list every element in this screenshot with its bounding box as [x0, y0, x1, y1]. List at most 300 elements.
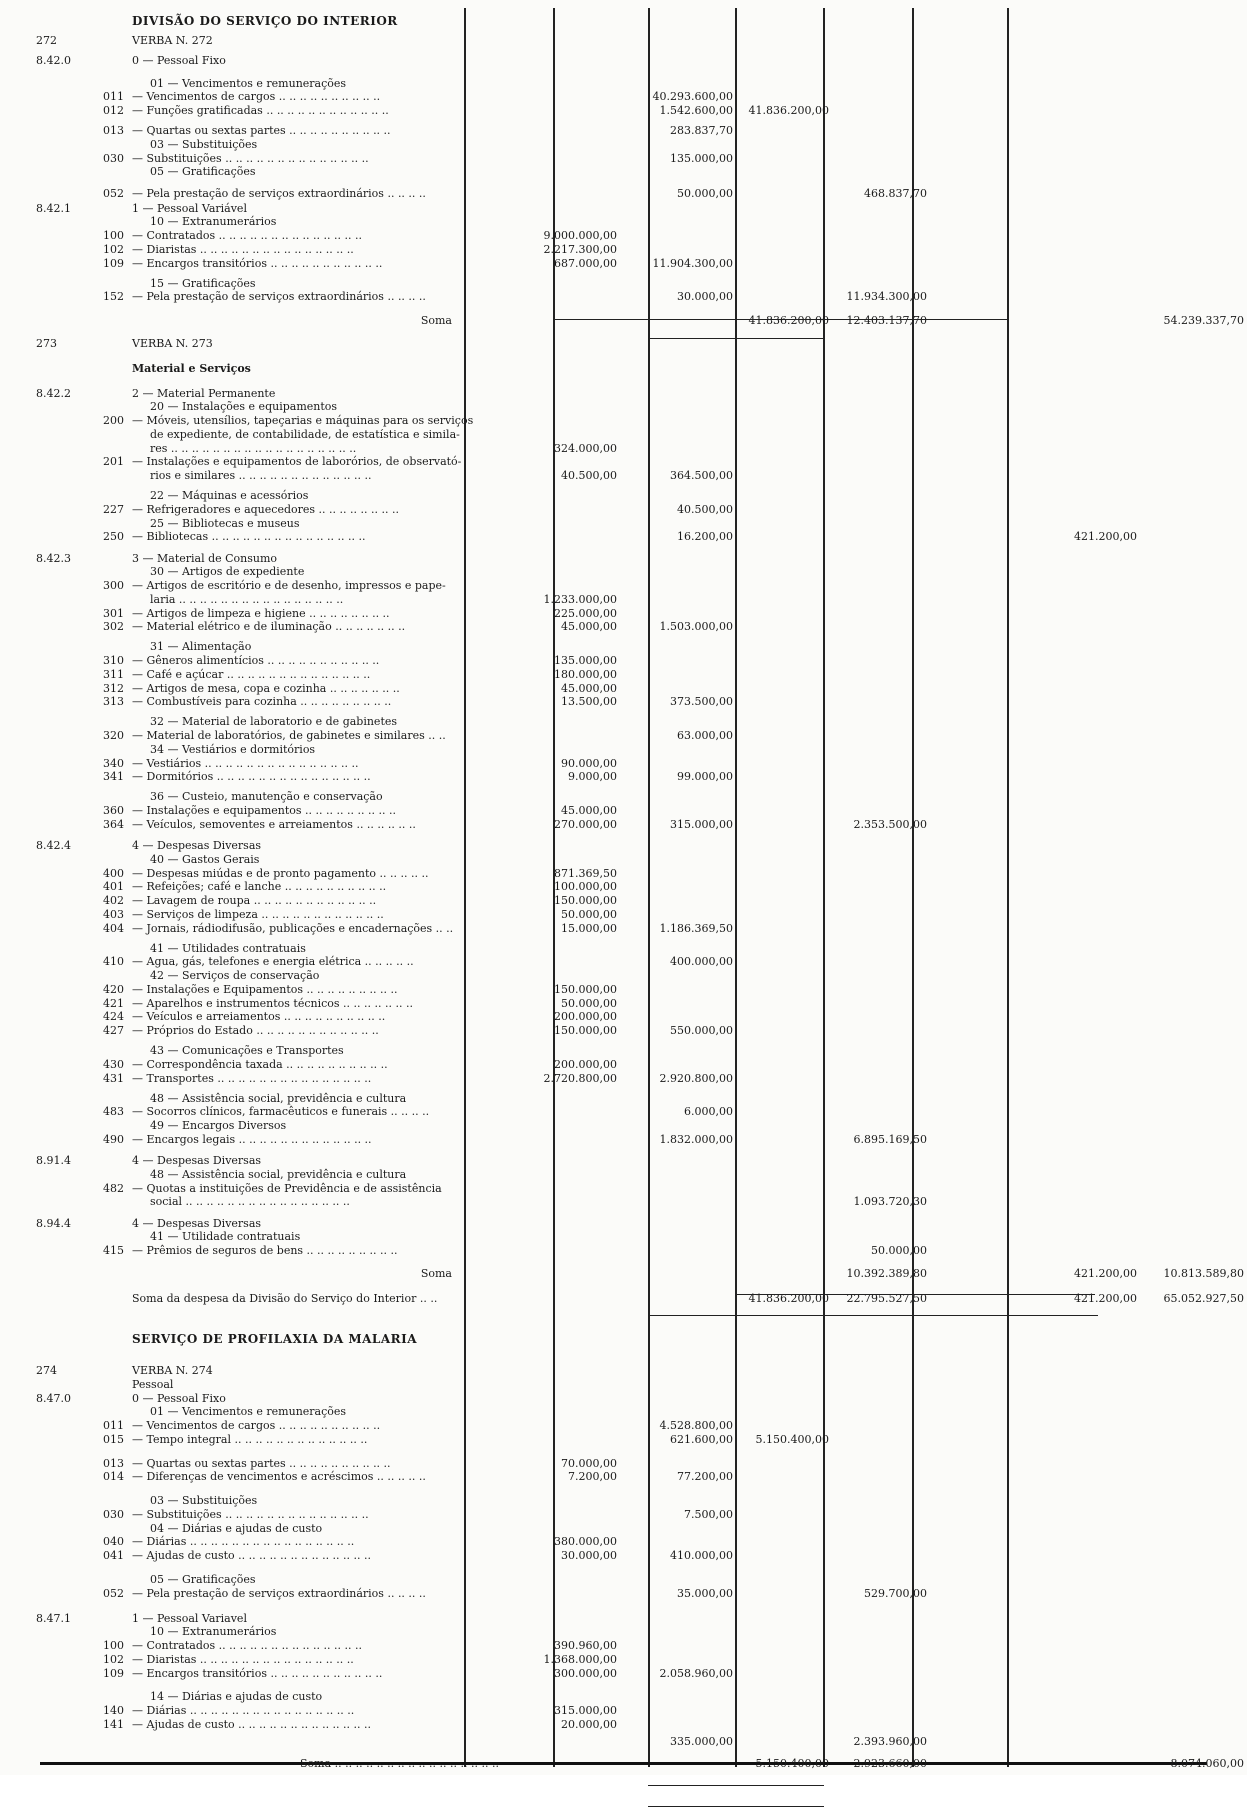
item-description: — Pela prestação de serviços extraordinários .. .. .. ..	[132, 290, 426, 303]
amount-col-3: 5.150.400,00	[755, 1757, 829, 1770]
item-description: — Veículos, semoventes e arreiamentos .. .. .. .. .. ..	[132, 818, 416, 831]
item-description: 01 — Vencimentos e remunerações	[150, 77, 347, 90]
amount-col-2: 283.837,70	[670, 124, 733, 137]
ledger-row	[0, 456, 1247, 468]
amount-col-2: 2.920.800,00	[659, 1072, 733, 1085]
item-description: Material e Serviços	[132, 362, 251, 375]
amount-col-1: 324.000,00	[554, 442, 617, 455]
amount-col-2: 315.000,00	[670, 818, 733, 831]
amount-col-1: 13.500,00	[561, 695, 617, 708]
ledger-row	[0, 771, 1247, 783]
item-description: — Pela prestação de serviços extraordinários .. .. .. ..	[132, 187, 426, 200]
amount-col-1: 200.000,00	[554, 1058, 617, 1071]
ledger-row	[0, 1025, 1247, 1037]
ledger-row	[0, 1691, 1247, 1703]
ledger-row	[0, 1155, 1247, 1167]
ledger-row	[0, 278, 1247, 290]
item-description: social .. .. .. .. .. .. .. .. .. .. .. .. .. .. .. ..	[150, 1195, 350, 1208]
item-code: 011	[103, 90, 124, 103]
item-description: — Pela prestação de serviços extraordinários .. .. .. ..	[132, 1587, 426, 1600]
item-description: VERBA N. 272	[132, 34, 213, 47]
budget-code: 272	[36, 34, 57, 47]
amount-col-3: 41.836.200,00	[748, 314, 829, 327]
amount-col-1: 20.000,00	[561, 1718, 617, 1731]
item-description: — Substituições .. .. .. .. .. .. .. .. .. .. .. .. .. ..	[132, 152, 369, 165]
amount-col-1: 150.000,00	[554, 1024, 617, 1037]
item-description: 15 — Gratificações	[150, 277, 256, 290]
item-description: 0 — Pessoal Fixo	[132, 54, 226, 67]
amount-col-2: 63.000,00	[677, 729, 733, 742]
amount-col-2: 1.186.369,50	[659, 922, 733, 935]
item-description: 30 — Artigos de expediente	[150, 565, 305, 578]
item-description: 43 — Comunicações e Transportes	[150, 1044, 344, 1057]
budget-code: 8.47.1	[36, 1612, 71, 1625]
item-code: 302	[103, 620, 124, 633]
amount-col-1: 100.000,00	[554, 880, 617, 893]
item-description: — Despesas miúdas e de pronto pagamento .. .. .. .. ..	[132, 867, 429, 880]
item-description: 34 — Vestiários e dormitórios	[150, 743, 316, 756]
ledger-row	[0, 669, 1247, 681]
item-description: 10 — Extranumerários	[150, 1625, 277, 1638]
item-code: 152	[103, 290, 124, 303]
budget-code: 8.47.0	[36, 1392, 71, 1405]
amount-col-4: 10.392.389,80	[846, 1267, 927, 1280]
ledger-row	[0, 216, 1247, 228]
item-description: — Café e açúcar .. .. .. .. .. .. .. .. .. .. .. .. .. ..	[132, 668, 371, 681]
budget-code: 8.42.0	[36, 54, 71, 67]
amount-col-4: 529.700,00	[864, 1587, 927, 1600]
item-description: — Veículos e arreiamentos .. .. .. .. .. .. .. .. .. ..	[132, 1010, 386, 1023]
item-code: 360	[103, 804, 124, 817]
item-description: 03 — Substituições	[150, 138, 258, 151]
amount-col-2: 335.000,00	[670, 1735, 733, 1748]
ledger-row	[0, 1045, 1247, 1057]
ledger-row	[0, 1268, 1247, 1280]
item-description: 48 — Assistência social, previdência e cultura	[150, 1092, 407, 1105]
item-description: — Contratados .. .. .. .. .. .. .. .. .. .. .. .. .. ..	[132, 1639, 363, 1652]
ledger-row	[0, 1613, 1247, 1625]
item-description: — Bibliotecas .. .. .. .. .. .. .. .. .. .. .. .. .. .. ..	[132, 530, 366, 543]
amount-col-1: 390.960,00	[554, 1639, 617, 1652]
item-description: — Encargos transitórios .. .. .. .. .. .. .. .. .. .. ..	[132, 1667, 383, 1680]
item-description: — Jornais, rádiodifusão, publicações e encadernações .. ..	[132, 922, 454, 935]
item-description: 49 — Encargos Diversos	[150, 1119, 287, 1132]
amount-col-1: 300.000,00	[554, 1667, 617, 1680]
section-heading: DIVISÃO DO SERVIÇO DO INTERIOR	[132, 14, 398, 28]
ledger-row	[0, 125, 1247, 137]
item-code: 402	[103, 894, 124, 907]
item-code: 013	[103, 1457, 124, 1470]
amount-col-2: 400.000,00	[670, 955, 733, 968]
amount-col-1: 1.368.000,00	[543, 1653, 617, 1666]
ledger-row	[0, 758, 1247, 770]
ledger-row	[0, 1420, 1247, 1432]
amount-col-2: 40.293.600,00	[652, 90, 733, 103]
item-description: 4 — Despesas Diversas	[132, 839, 262, 852]
budget-code: 8.91.4	[36, 1154, 71, 1167]
ledger-row	[0, 470, 1247, 482]
item-code: 109	[103, 257, 124, 270]
ledger-row	[0, 1574, 1247, 1586]
item-description: — Artigos de escritório e de desenho, impressos e pape-	[132, 579, 446, 592]
ledger-row	[0, 621, 1247, 633]
item-code: 030	[103, 1508, 124, 1521]
total-rule	[553, 319, 1008, 320]
total-rule	[648, 1785, 824, 1786]
amount-col-2: 35.000,00	[677, 1587, 733, 1600]
ledger-row	[0, 1379, 1247, 1391]
item-description: — Combustíveis para cozinha .. .. .. .. .. .. .. .. ..	[132, 695, 392, 708]
item-code: 052	[103, 1587, 124, 1600]
item-code: 141	[103, 1718, 124, 1731]
item-description: 0 — Pessoal Fixo	[132, 1392, 226, 1405]
amount-col-1: 7.200,00	[568, 1470, 617, 1483]
item-description: — Diárias .. .. .. .. .. .. .. .. .. .. .. .. .. .. .. ..	[132, 1535, 355, 1548]
ledger-row	[0, 730, 1247, 742]
item-code: 300	[103, 579, 124, 592]
item-description: 01 — Vencimentos e remunerações	[150, 1405, 347, 1418]
item-code: 100	[103, 229, 124, 242]
ledger-row	[0, 854, 1247, 866]
item-description: Soma da despesa da Divisão do Serviço do Interior .. ..	[132, 1292, 438, 1305]
amount-col-4: 2.393.960,00	[853, 1735, 927, 1748]
item-code: 041	[103, 1549, 124, 1562]
item-code: 404	[103, 922, 124, 935]
ledger-row	[0, 895, 1247, 907]
item-code: 415	[103, 1244, 124, 1257]
amount-col-1: 1.233.000,00	[543, 593, 617, 606]
amount-col-1: 150.000,00	[554, 983, 617, 996]
item-code: 320	[103, 729, 124, 742]
item-code: 250	[103, 530, 124, 543]
amount-col-2: 373.500,00	[670, 695, 733, 708]
amount-col-5: 421.200,00	[1074, 530, 1137, 543]
item-description: Pessoal	[132, 1378, 174, 1391]
item-description: 4 — Despesas Diversas	[132, 1154, 262, 1167]
item-description: 1 — Pessoal Variável	[132, 202, 247, 215]
ledger-row	[0, 840, 1247, 852]
ledger-row	[0, 1393, 1247, 1405]
item-description: — Contratados .. .. .. .. .. .. .. .. .. .. .. .. .. ..	[132, 229, 363, 242]
item-code: 200	[103, 414, 124, 427]
ledger-row	[0, 580, 1247, 592]
amount-col-1: 50.000,00	[561, 997, 617, 1010]
item-description: rios e similares .. .. .. .. .. .. .. .. .. .. .. .. ..	[150, 469, 372, 482]
ledger-row	[0, 1640, 1247, 1652]
item-description: — Encargos legais .. .. .. .. .. .. .. .. .. .. .. .. ..	[132, 1133, 372, 1146]
amount-col-1: 9.000.000,00	[543, 229, 617, 242]
amount-col-2: 1.542.600,00	[659, 104, 733, 117]
ledger-row	[0, 1333, 1247, 1345]
ledger-row	[0, 1011, 1247, 1023]
item-description: — Artigos de limpeza e higiene .. .. .. .. .. .. .. ..	[132, 607, 390, 620]
ledger-row	[0, 943, 1247, 955]
item-code: 102	[103, 1653, 124, 1666]
amount-col-1: 45.000,00	[561, 620, 617, 633]
ledger-row	[0, 868, 1247, 880]
amount-col-6: 54.239.337,70	[1163, 314, 1244, 327]
ledger-row	[0, 291, 1247, 303]
ledger-row	[0, 153, 1247, 165]
ledger-row	[0, 881, 1247, 893]
amount-col-6: 8.074.060,00	[1170, 1757, 1244, 1770]
amount-col-3: 41.836.200,00	[748, 1292, 829, 1305]
amount-col-2: 1.832.000,00	[659, 1133, 733, 1146]
ledger-row	[0, 105, 1247, 117]
amount-col-1: 90.000,00	[561, 757, 617, 770]
ledger-row	[0, 1668, 1247, 1680]
amount-col-4: 468.837,70	[864, 187, 927, 200]
item-description: — Vencimentos de cargos .. .. .. .. .. .. .. .. .. ..	[132, 1419, 381, 1432]
item-description: — Próprios do Estado .. .. .. .. .. .. .. .. .. .. .. ..	[132, 1024, 379, 1037]
ledger-row	[0, 716, 1247, 728]
item-description: — Refeições; café e lanche .. .. .. .. .. .. .. .. .. ..	[132, 880, 387, 893]
amount-col-4: 50.000,00	[871, 1244, 927, 1257]
budget-code: 273	[36, 337, 57, 350]
item-description: — Material de laboratórios, de gabinetes e similares .. ..	[132, 729, 446, 742]
item-description: — Vestiários .. .. .. .. .. .. .. .. .. .. .. .. .. .. ..	[132, 757, 359, 770]
item-description: — Lavagem de roupa .. .. .. .. .. .. .. .. .. .. .. ..	[132, 894, 377, 907]
ledger-row	[0, 415, 1247, 427]
item-description: 05 — Gratificações	[150, 165, 256, 178]
ledger-row	[0, 1245, 1247, 1257]
ledger-row	[0, 1434, 1247, 1446]
item-code: 340	[103, 757, 124, 770]
ledger-row	[0, 443, 1247, 455]
amount-col-1: 50.000,00	[561, 908, 617, 921]
item-code: 401	[103, 880, 124, 893]
amount-col-2: 135.000,00	[670, 152, 733, 165]
item-description: 40 — Gastos Gerais	[150, 853, 260, 866]
amount-col-2: 30.000,00	[677, 290, 733, 303]
ledger-row	[0, 1536, 1247, 1548]
amount-col-1: 70.000,00	[561, 1457, 617, 1470]
amount-col-5: 421.200,00	[1074, 1292, 1137, 1305]
ledger-row	[0, 1588, 1247, 1600]
item-code: 140	[103, 1704, 124, 1717]
ledger-row	[0, 244, 1247, 256]
item-description: 20 — Instalações e equipamentos	[150, 400, 338, 413]
ledger-row	[0, 805, 1247, 817]
ledger-row	[0, 1059, 1247, 1071]
ledger-row	[0, 1550, 1247, 1562]
amount-col-1: 2.720.800,00	[543, 1072, 617, 1085]
amount-col-1: 380.000,00	[554, 1535, 617, 1548]
ledger-row	[0, 594, 1247, 606]
ledger-row	[0, 504, 1247, 516]
ledger-row	[0, 956, 1247, 968]
amount-col-1: 270.000,00	[554, 818, 617, 831]
item-code: 400	[103, 867, 124, 880]
item-description: — Quotas a instituições de Previdência e de assistência	[132, 1182, 442, 1195]
item-description: 41 — Utilidades contratuais	[150, 942, 306, 955]
amount-col-2: 77.200,00	[677, 1470, 733, 1483]
item-description: — Móveis, utensílios, tapeçarias e máquinas para os serviços	[132, 414, 474, 427]
item-description: 14 — Diárias e ajudas de custo	[150, 1690, 323, 1703]
ledger-row	[0, 15, 1247, 27]
item-description: 4 — Despesas Diversas	[132, 1217, 262, 1230]
ledger-row	[0, 744, 1247, 756]
amount-col-2: 410.000,00	[670, 1549, 733, 1562]
amount-col-2: 364.500,00	[670, 469, 733, 482]
item-description: 25 — Bibliotecas e museus	[150, 517, 300, 530]
ledger-row	[0, 608, 1247, 620]
amount-col-4: 22.795.527,50	[846, 1292, 927, 1305]
amount-col-1: 40.500,00	[561, 469, 617, 482]
ledger-row	[0, 1458, 1247, 1470]
ledger-row	[0, 315, 1247, 327]
ledger-row	[0, 909, 1247, 921]
item-code: 312	[103, 682, 124, 695]
item-code: 482	[103, 1182, 124, 1195]
ledger-row	[0, 35, 1247, 47]
amount-col-2: 11.904.300,00	[652, 257, 733, 270]
item-code: 364	[103, 818, 124, 831]
item-description: 05 — Gratificações	[150, 1573, 256, 1586]
ledger-row	[0, 518, 1247, 530]
item-description: VERBA N. 274	[132, 1364, 213, 1377]
ledger-row	[0, 1073, 1247, 1085]
item-description: — Substituições .. .. .. .. .. .. .. .. .. .. .. .. .. ..	[132, 1508, 369, 1521]
amount-col-2: 50.000,00	[677, 187, 733, 200]
item-description: — Instalações e Equipamentos .. .. .. .. .. .. .. .. ..	[132, 983, 398, 996]
item-description: VERBA N. 273	[132, 337, 213, 350]
amount-col-1: 30.000,00	[561, 1549, 617, 1562]
item-code: 341	[103, 770, 124, 783]
budget-code: 8.94.4	[36, 1217, 71, 1230]
ledger-row	[0, 91, 1247, 103]
item-code: 052	[103, 187, 124, 200]
ledger-row	[0, 1120, 1247, 1132]
item-code: 420	[103, 983, 124, 996]
budget-code: 8.42.1	[36, 202, 71, 215]
item-description: de expediente, de contabilidade, de estatística e simila-	[150, 428, 460, 441]
item-code: 431	[103, 1072, 124, 1085]
item-description: 2 — Material Permanente	[132, 387, 276, 400]
item-code: 483	[103, 1105, 124, 1118]
ledger-row	[0, 429, 1247, 441]
item-description: — Tempo integral .. .. .. .. .. .. .. .. .. .. .. .. ..	[132, 1433, 368, 1446]
ledger-row	[0, 1523, 1247, 1535]
item-description: 1 — Pessoal Variavel	[132, 1612, 247, 1625]
ledger-row	[0, 683, 1247, 695]
item-code: 403	[103, 908, 124, 921]
amount-col-1: 315.000,00	[554, 1704, 617, 1717]
ledger-row	[0, 258, 1247, 270]
item-description: — Diaristas .. .. .. .. .. .. .. .. .. .. .. .. .. .. ..	[132, 243, 354, 256]
ledger-row	[0, 1231, 1247, 1243]
ledger-row	[0, 1654, 1247, 1666]
item-description: 32 — Material de laboratorio e de gabinetes	[150, 715, 398, 728]
ledger-row	[0, 531, 1247, 543]
ledger-row	[0, 363, 1247, 375]
amount-col-1: 200.000,00	[554, 1010, 617, 1023]
item-description: — Refrigeradores e aquecedores .. .. .. .. .. .. .. ..	[132, 503, 399, 516]
amount-col-1: 135.000,00	[554, 654, 617, 667]
item-code: 012	[103, 104, 124, 117]
item-description: Soma	[420, 314, 452, 327]
amount-col-6: 65.052.927,50	[1163, 1292, 1244, 1305]
item-description: — Ajudas de custo .. .. .. .. .. .. .. .. .. .. .. .. ..	[132, 1549, 372, 1562]
ledger-row	[0, 1719, 1247, 1731]
ledger-row	[0, 923, 1247, 935]
item-description: 36 — Custeio, manutenção e conservação	[150, 790, 383, 803]
amount-col-1: 15.000,00	[561, 922, 617, 935]
item-code: 313	[103, 695, 124, 708]
item-code: 427	[103, 1024, 124, 1037]
amount-col-3: 5.150.400,00	[755, 1433, 829, 1446]
ledger-row	[0, 1626, 1247, 1638]
amount-col-1: 871.369,50	[554, 867, 617, 880]
amount-col-1: 2.217.300,00	[543, 243, 617, 256]
ledger-row	[0, 1196, 1247, 1208]
budget-code: 274	[36, 1364, 57, 1377]
ledger-row	[0, 1509, 1247, 1521]
ledger-row	[0, 1758, 1247, 1770]
item-description: — Material elétrico e de iluminação .. .. .. .. .. .. ..	[132, 620, 406, 633]
item-description: — Diárias .. .. .. .. .. .. .. .. .. .. .. .. .. .. .. ..	[132, 1704, 355, 1717]
item-description: — Diferenças de vencimentos e acréscimos .. .. .. .. ..	[132, 1470, 426, 1483]
total-rule	[648, 338, 824, 339]
ledger-row	[0, 1093, 1247, 1105]
item-code: 109	[103, 1667, 124, 1680]
item-description: — Serviços de limpeza .. .. .. .. .. .. .. .. .. .. .. ..	[132, 908, 384, 921]
item-code: 310	[103, 654, 124, 667]
ledger-row	[0, 566, 1247, 578]
item-code: 490	[103, 1133, 124, 1146]
item-description: — Dormitórios .. .. .. .. .. .. .. .. .. .. .. .. .. .. ..	[132, 770, 371, 783]
item-description: — Quartas ou sextas partes .. .. .. .. .. .. .. .. .. ..	[132, 1457, 391, 1470]
item-description: — Gêneros alimentícios .. .. .. .. .. .. .. .. .. .. ..	[132, 654, 380, 667]
item-code: 410	[103, 955, 124, 968]
amount-col-2: 1.503.000,00	[659, 620, 733, 633]
amount-col-2: 16.200,00	[677, 530, 733, 543]
ledger-row	[0, 1134, 1247, 1146]
item-description: 10 — Extranumerários	[150, 215, 277, 228]
item-description: 42 — Serviços de conservação	[150, 969, 320, 982]
ledger-row	[0, 203, 1247, 215]
ledger-row	[0, 553, 1247, 565]
item-description: — Funções gratificadas .. .. .. .. .. .. .. .. .. .. .. ..	[132, 104, 389, 117]
item-code: 424	[103, 1010, 124, 1023]
ledger-row	[0, 338, 1247, 350]
ledger-row	[0, 998, 1247, 1010]
item-description: — Instalações e equipamentos de laborórios, de observató-	[132, 455, 462, 468]
item-description: 41 — Utilidade contratuais	[150, 1230, 301, 1243]
ledger-row	[0, 1736, 1247, 1748]
item-description: — Agua, gás, telefones e energia elétrica .. .. .. .. ..	[132, 955, 414, 968]
amount-col-2: 4.528.800,00	[659, 1419, 733, 1432]
item-description: — Quartas ou sextas partes .. .. .. .. .. .. .. .. .. ..	[132, 124, 391, 137]
ledger-row	[0, 1169, 1247, 1181]
item-code: 015	[103, 1433, 124, 1446]
section-heading: SERVIÇO DE PROFILAXIA DA MALARIA	[132, 1332, 418, 1346]
ledger-row	[0, 139, 1247, 151]
item-code: 227	[103, 503, 124, 516]
item-description: — Vencimentos de cargos .. .. .. .. .. .. .. .. .. ..	[132, 90, 381, 103]
budget-code: 8.42.3	[36, 552, 71, 565]
item-description: — Ajudas de custo .. .. .. .. .. .. .. .. .. .. .. .. ..	[132, 1718, 372, 1731]
amount-col-1: 45.000,00	[561, 804, 617, 817]
ledger-row	[0, 401, 1247, 413]
total-rule	[735, 1294, 1095, 1295]
item-description: — Instalações e equipamentos .. .. .. .. .. .. .. .. ..	[132, 804, 396, 817]
item-description: — Artigos de mesa, copa e cozinha .. .. .. .. .. .. ..	[132, 682, 400, 695]
ledger-row	[0, 1218, 1247, 1230]
item-description: — Encargos transitórios .. .. .. .. .. .. .. .. .. .. ..	[132, 257, 383, 270]
item-description: — Correspondência taxada .. .. .. .. .. .. .. .. .. ..	[132, 1058, 388, 1071]
amount-col-1: 150.000,00	[554, 894, 617, 907]
